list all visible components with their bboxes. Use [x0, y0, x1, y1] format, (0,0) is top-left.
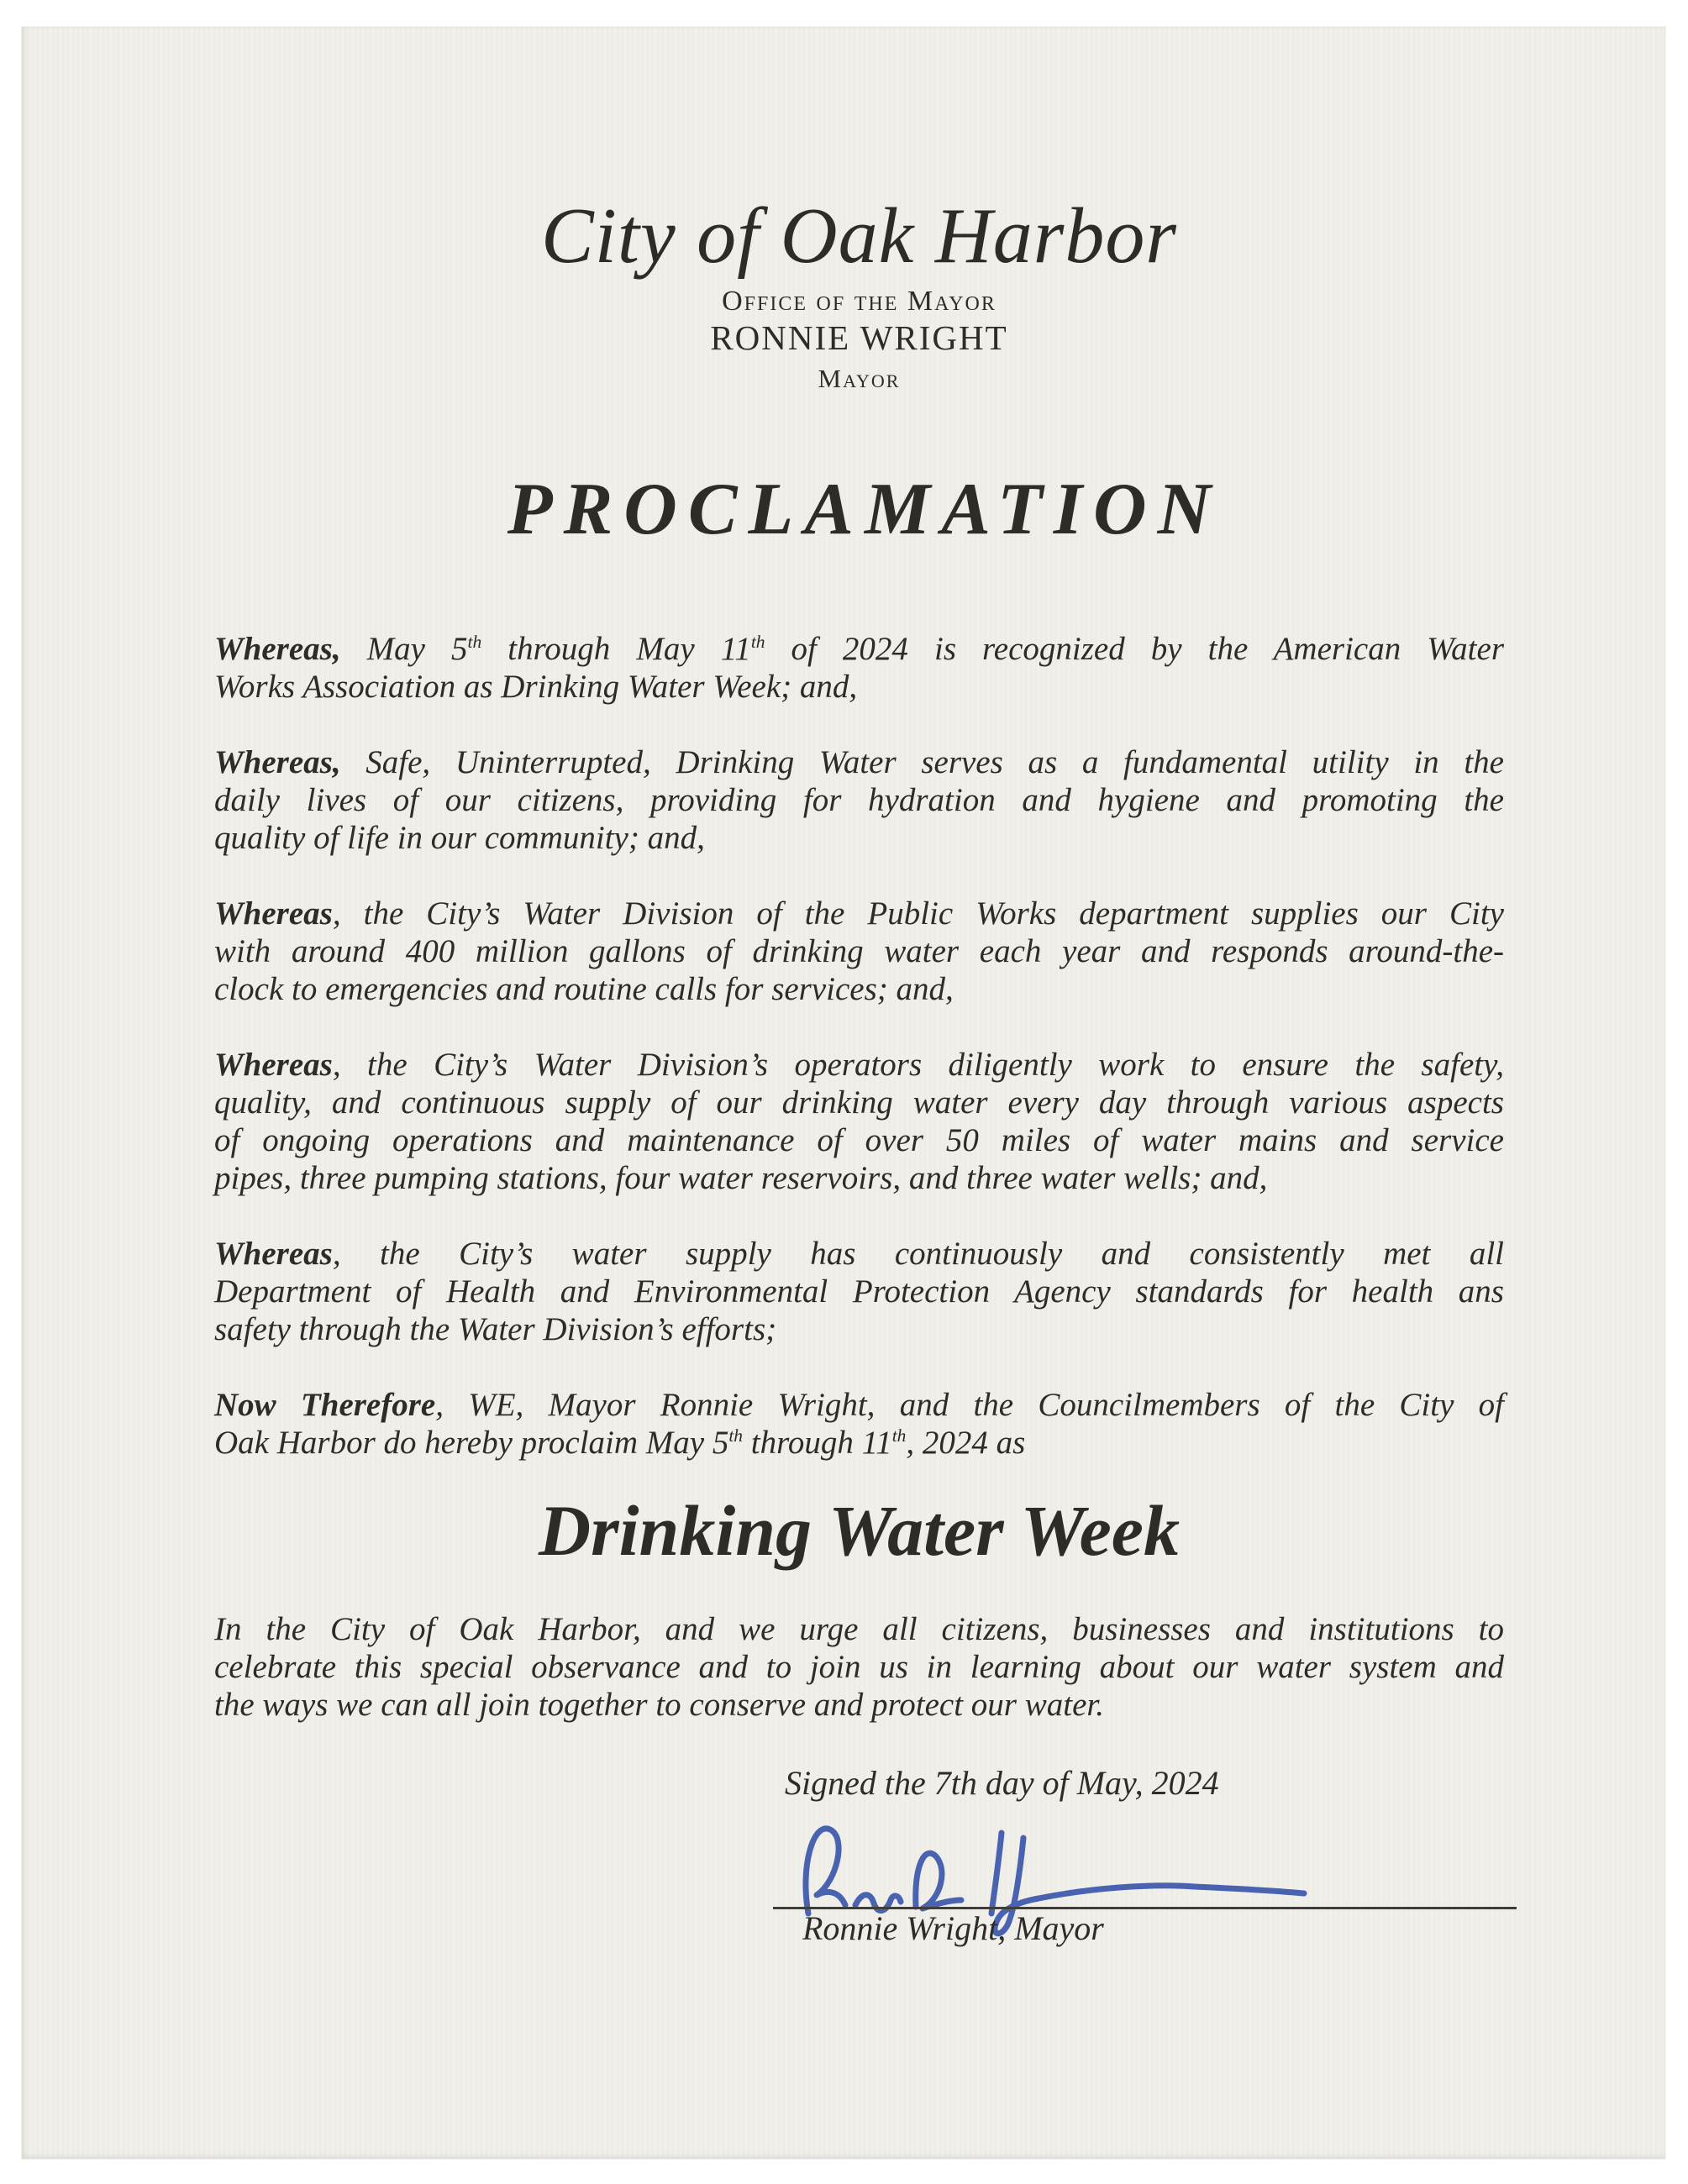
- text-line: Department of Health and Environmental Protection Agency standards for health ans: [214, 1273, 1504, 1310]
- text-line: the ways we can all join together to conserve and protect our water.: [214, 1687, 1104, 1723]
- text-line: Whereas, the City’s Water Division’s operators diligently work to ensure the safety,: [214, 1047, 1504, 1083]
- text-line: In the City of Oak Harbor, and we urge all citizens, businesses and institutions to: [214, 1611, 1504, 1647]
- proclamation-paper: [22, 27, 1665, 2159]
- signatory-name-line: Ronnie Wright, Mayor: [802, 1909, 1104, 1947]
- mayor-name: RONNIE WRIGHT: [710, 318, 1008, 357]
- whereas-paragraph: [214, 630, 1504, 706]
- text-line: of ongoing operations and maintenance of over 50 miles of water mains and service: [214, 1122, 1504, 1158]
- text-line: Whereas, the City’s Water Division of the Public Works department supplies our City: [214, 895, 1504, 932]
- text-line: celebrate this special observance and to join us in learning about our water system and: [214, 1649, 1504, 1685]
- whereas-paragraph: [214, 895, 1504, 1008]
- text-line: Oak Harbor do hereby proclaim May 5th through 11th, 2024 as: [214, 1425, 1026, 1461]
- whereas-paragraphs: [214, 630, 1504, 1499]
- text-line: quality of life in our community; and,: [214, 820, 705, 856]
- text-line: Whereas, May 5th through May 11th of 2024 is recognized by the American Water: [214, 631, 1505, 667]
- text-line: with around 400 million gallons of drinking water each year and responds around-the-: [214, 933, 1504, 969]
- text-line: safety through the Water Division’s efforts;: [214, 1311, 777, 1347]
- whereas-paragraph: [214, 1386, 1504, 1462]
- text-line: Works Association as Drinking Water Week; and,: [214, 669, 858, 705]
- mayor-title: Mayor: [818, 364, 901, 393]
- whereas-paragraph: [214, 743, 1504, 857]
- proclamation-heading: PROCLAMATION: [507, 469, 1223, 550]
- office-of-the-mayor-line: Office of the Mayor: [722, 286, 996, 317]
- text-line: Whereas, the City’s water supply has continuously and consistently met all: [214, 1236, 1504, 1272]
- city-title: City of Oak Harbor: [541, 192, 1177, 280]
- drinking-water-week-heading: Drinking Water Week: [539, 1490, 1180, 1571]
- text-line: clock to emergencies and routine calls for services; and,: [214, 971, 954, 1007]
- text-line: daily lives of our citizens, providing for hydration and hygiene and promoting the: [214, 782, 1504, 818]
- text-line: pipes, three pumping stations, four water reservoirs, and three water wells; and,: [214, 1160, 1268, 1196]
- text-line: Now Therefore, WE, Mayor Ronnie Wright, and the Councilmembers of the City of: [214, 1387, 1504, 1423]
- text-line: quality, and continuous supply of our drinking water every day through various aspects: [214, 1084, 1504, 1121]
- whereas-paragraph: [214, 1046, 1504, 1197]
- signed-date-line: Signed the 7th day of May, 2024: [785, 1764, 1219, 1802]
- whereas-paragraph: [214, 1235, 1504, 1348]
- text-line: Whereas, Safe, Uninterrupted, Drinking Water serves as a fundamental utility in the: [214, 744, 1504, 780]
- closing-paragraph: [214, 1610, 1504, 1724]
